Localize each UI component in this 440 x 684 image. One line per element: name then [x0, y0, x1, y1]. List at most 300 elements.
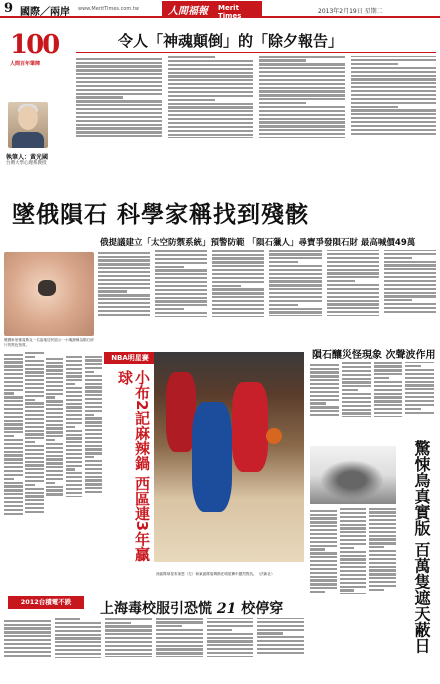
text-line [76, 73, 162, 75]
text-line [351, 113, 437, 115]
text-line [405, 396, 434, 398]
text-line [369, 527, 396, 529]
text-line [374, 381, 403, 383]
text-line [25, 449, 44, 451]
text-line [98, 271, 150, 273]
text-line [4, 478, 14, 480]
text-line [369, 562, 396, 564]
text-line [98, 252, 150, 254]
text-line [374, 365, 403, 367]
text-line [76, 108, 162, 110]
text-line [212, 300, 264, 302]
text-line [351, 82, 437, 84]
text-line [66, 360, 83, 362]
text-line [384, 292, 436, 294]
text-line [342, 362, 371, 364]
text-line [259, 90, 345, 92]
text-line [168, 122, 254, 124]
main-headline: 墜俄隕石 科學家稱找到殘骸 [12, 201, 310, 228]
text-line [212, 285, 241, 287]
text-line [405, 412, 434, 414]
text-line [340, 574, 367, 576]
text-line [155, 250, 207, 252]
text-line [25, 472, 44, 474]
text-line [340, 535, 367, 537]
text-line [310, 387, 339, 389]
text-line [342, 374, 371, 376]
text-line [257, 625, 304, 627]
text-line [340, 508, 367, 510]
text-line [310, 383, 339, 385]
bird-flock-photo [310, 446, 396, 504]
text-line [269, 284, 321, 286]
text-line [384, 288, 436, 290]
text-line [4, 443, 23, 445]
text-line [342, 385, 371, 387]
text-line [156, 629, 203, 631]
text-line [259, 83, 345, 85]
text-line [327, 261, 379, 263]
text-line [76, 62, 162, 64]
text-line [342, 412, 371, 414]
text-line [46, 404, 63, 406]
text-line [76, 81, 162, 83]
text-line [98, 267, 150, 269]
text-line [66, 418, 83, 420]
text-line [351, 63, 398, 65]
text-line [327, 288, 379, 290]
text-line [384, 272, 436, 274]
text-line [374, 396, 403, 398]
text-line [25, 383, 44, 385]
text-line [85, 398, 102, 400]
text-line [66, 457, 83, 459]
text-line [257, 636, 304, 638]
text-line [374, 400, 403, 402]
text-line [168, 75, 254, 77]
text-line [351, 133, 437, 135]
bottom-headline [100, 598, 283, 618]
text-line [340, 566, 367, 568]
text-line [351, 90, 437, 92]
text-line [25, 375, 44, 377]
text-line [46, 455, 63, 457]
bottom-headline-number: 21 [216, 601, 237, 617]
text-line [340, 551, 367, 553]
text-line [310, 560, 337, 562]
text-line [55, 649, 102, 651]
text-line [310, 537, 337, 539]
text-line [85, 410, 102, 412]
text-line [4, 365, 23, 367]
text-line [66, 434, 83, 436]
text-line [25, 453, 44, 455]
text-line [4, 361, 23, 363]
text-line [25, 402, 44, 404]
text-line [66, 476, 83, 478]
text-line [25, 391, 44, 393]
text-line [76, 124, 162, 126]
text-line [76, 85, 162, 87]
text-line [405, 408, 421, 410]
text-line [269, 261, 298, 263]
text-line [327, 311, 379, 313]
text-line [46, 435, 63, 437]
text-line [25, 387, 44, 389]
text-line [46, 412, 63, 414]
text-line [85, 363, 102, 365]
text-line [25, 371, 44, 373]
text-line [405, 365, 421, 367]
text-line [85, 417, 102, 419]
text-line [66, 430, 83, 432]
meteor-secondary-headline: 隕石釀災怪現象 次聲波作用 [312, 350, 436, 361]
text-line [46, 396, 55, 398]
text-line [85, 375, 102, 377]
text-line [105, 633, 152, 635]
text-line [66, 406, 83, 408]
text-line [98, 302, 150, 304]
text-line [340, 547, 355, 549]
text-line [85, 425, 102, 427]
text-line [76, 112, 162, 114]
text-line [310, 375, 339, 377]
text-line [259, 71, 345, 73]
text-line [66, 356, 83, 358]
text-line [351, 94, 437, 96]
text-line [46, 393, 63, 395]
text-line [168, 103, 254, 105]
text-line [25, 410, 44, 412]
text-line [85, 383, 102, 385]
text-line [25, 461, 44, 463]
text-line [4, 482, 23, 484]
text-line [25, 511, 44, 513]
text-line [259, 106, 345, 108]
text-line [4, 396, 23, 398]
text-line [269, 304, 298, 306]
text-line [369, 531, 396, 533]
text-line [269, 273, 321, 275]
text-line [76, 65, 162, 67]
main-story-body-text [98, 250, 436, 346]
text-line [168, 99, 215, 101]
text-line [212, 250, 321, 316]
text-line [25, 399, 35, 401]
text-line [212, 254, 264, 256]
text-line [384, 276, 436, 278]
text-line [66, 391, 83, 393]
text-line [4, 505, 23, 507]
text-line [4, 647, 51, 649]
text-line [168, 87, 254, 89]
text-line [25, 468, 44, 470]
text-line [340, 516, 367, 518]
text-line [46, 462, 63, 464]
text-line [259, 98, 345, 100]
text-line [384, 295, 436, 297]
text-line [351, 75, 437, 77]
text-line [168, 118, 254, 120]
text-line [259, 102, 306, 104]
text-line [76, 58, 162, 60]
text-line [327, 292, 379, 294]
text-line [85, 479, 102, 481]
text-line [207, 652, 254, 654]
text-line [85, 472, 102, 474]
left-column-body-text [4, 352, 44, 592]
text-line [310, 368, 339, 370]
text-line [66, 379, 83, 381]
text-line [369, 523, 396, 525]
text-line [310, 529, 337, 531]
text-line [269, 288, 321, 290]
text-line [4, 643, 51, 645]
text-line [369, 550, 396, 552]
text-line [351, 78, 437, 80]
text-line [46, 439, 55, 441]
text-line [46, 424, 63, 426]
text-line [85, 460, 102, 462]
text-line [269, 257, 321, 259]
text-line [25, 499, 44, 501]
text-line [212, 257, 264, 259]
text-line [4, 451, 23, 453]
text-line [155, 262, 207, 264]
text-line [212, 273, 264, 275]
text-line [155, 269, 207, 271]
text-line [310, 568, 337, 570]
text-line [4, 497, 23, 499]
text-line [155, 297, 207, 299]
text-line [369, 538, 396, 540]
text-line [310, 514, 337, 516]
text-line [46, 470, 63, 472]
text-line [168, 95, 254, 97]
text-line [310, 391, 339, 393]
text-line [76, 104, 162, 106]
text-line [259, 125, 345, 127]
text-line [46, 458, 63, 460]
text-line [374, 404, 403, 406]
text-line [25, 379, 44, 381]
text-line [105, 625, 152, 627]
text-line [46, 451, 63, 453]
text-line [369, 546, 384, 548]
text-line [85, 359, 102, 361]
text-line [342, 393, 371, 395]
text-line [85, 448, 102, 450]
text-line [46, 358, 63, 360]
text-line [66, 484, 83, 486]
text-line [55, 618, 81, 620]
text-line [369, 569, 396, 571]
text-line [327, 253, 379, 255]
text-line [342, 401, 371, 403]
text-line [168, 114, 254, 116]
text-line [25, 437, 44, 439]
text-line [351, 59, 437, 61]
text-line [66, 387, 83, 389]
text-line [374, 412, 403, 414]
meteor-fragment-photo [4, 252, 94, 336]
text-line [327, 265, 379, 267]
text-line [66, 465, 83, 467]
text-line [4, 423, 23, 425]
text-line [259, 67, 345, 69]
text-line [369, 573, 396, 575]
text-line [4, 369, 23, 371]
text-line [25, 503, 44, 505]
meteor-photo-caption: 俄國車里雅賓斯克一名當地居民展示一小塊據稱為隕石碎片的黑色物質。 [4, 338, 94, 347]
text-line [85, 487, 102, 489]
text-line [155, 289, 207, 291]
sports-body-text [46, 356, 102, 562]
text-line [310, 533, 337, 535]
text-line [85, 367, 102, 369]
text-line [168, 64, 254, 66]
text-line [25, 445, 44, 447]
text-line [207, 637, 254, 639]
text-line [212, 296, 264, 298]
text-line [76, 127, 162, 129]
text-line [269, 280, 321, 282]
text-line [259, 87, 345, 89]
text-line [4, 408, 23, 410]
text-line [207, 648, 254, 650]
text-line [269, 277, 321, 279]
text-line [46, 389, 63, 391]
text-line [310, 414, 339, 416]
text-line [342, 366, 371, 368]
text-line [168, 72, 254, 74]
text-line [25, 488, 44, 490]
text-line [342, 409, 371, 411]
text-line [4, 513, 23, 515]
text-line [4, 454, 23, 456]
text-line [257, 652, 304, 654]
text-line [105, 637, 152, 639]
text-line [105, 645, 152, 647]
text-line [4, 620, 51, 622]
text-line [25, 418, 44, 420]
text-line [4, 373, 23, 375]
text-line [46, 365, 63, 367]
text-line [98, 256, 150, 258]
text-line [85, 390, 102, 392]
text-line [369, 566, 396, 568]
text-line [351, 109, 437, 111]
text-line [85, 379, 102, 381]
text-line [55, 630, 102, 632]
bottom-headline-a: 上海毒校服引恐慌 [100, 601, 212, 617]
text-line [327, 284, 379, 286]
text-line [4, 381, 23, 383]
text-line [310, 545, 337, 547]
text-line [76, 100, 162, 102]
text-line [66, 449, 83, 451]
text-line [384, 257, 413, 259]
text-line [85, 468, 102, 470]
text-line [168, 91, 254, 93]
text-line [327, 296, 379, 298]
text-line [85, 394, 102, 396]
text-line [4, 439, 23, 441]
text-line [155, 277, 207, 279]
text-line [369, 581, 396, 583]
text-line [369, 542, 396, 544]
text-line [340, 558, 367, 560]
text-line [25, 426, 44, 428]
text-line [66, 383, 75, 385]
text-line [66, 472, 83, 474]
text-line [327, 276, 379, 278]
bottom-story-body-text [4, 618, 304, 674]
text-line [340, 512, 367, 514]
text-line [46, 447, 63, 449]
text-line [384, 253, 436, 255]
text-line [46, 482, 55, 484]
text-line [269, 308, 321, 310]
text-line [168, 110, 254, 112]
text-line [4, 489, 23, 491]
text-line [46, 443, 63, 445]
text-line [310, 587, 337, 589]
text-line [310, 591, 325, 593]
text-line [259, 75, 345, 77]
text-line [98, 263, 150, 265]
text-line [340, 562, 367, 564]
text-line [156, 641, 203, 643]
text-line [46, 416, 63, 418]
author-name: 執筆人：黃光國 [6, 154, 49, 161]
text-line [310, 510, 337, 512]
text-line [4, 377, 23, 379]
text-line [98, 287, 150, 289]
text-line [66, 480, 83, 482]
text-line [310, 517, 337, 519]
text-line [4, 404, 23, 406]
text-line [342, 405, 371, 407]
text-line [76, 135, 162, 137]
text-line [340, 586, 367, 588]
text-line [384, 307, 436, 309]
text-line [66, 372, 83, 374]
text-line [66, 488, 83, 490]
text-line [55, 626, 102, 628]
text-line [25, 422, 44, 424]
text-line [66, 368, 83, 370]
text-line [327, 269, 379, 271]
text-line [105, 653, 152, 655]
text-line [155, 258, 207, 260]
text-line [259, 63, 345, 65]
text-line [85, 491, 102, 493]
text-line [85, 483, 102, 485]
text-line [168, 68, 254, 70]
text-line [369, 535, 396, 537]
text-line [257, 644, 304, 646]
text-line [155, 304, 207, 306]
text-line [207, 633, 254, 635]
text-line [259, 118, 345, 120]
text-line [342, 397, 371, 399]
basketball-photo [154, 352, 304, 562]
text-line [98, 298, 150, 300]
text-line [55, 622, 102, 624]
text-line [212, 277, 264, 279]
text-line [66, 426, 75, 428]
